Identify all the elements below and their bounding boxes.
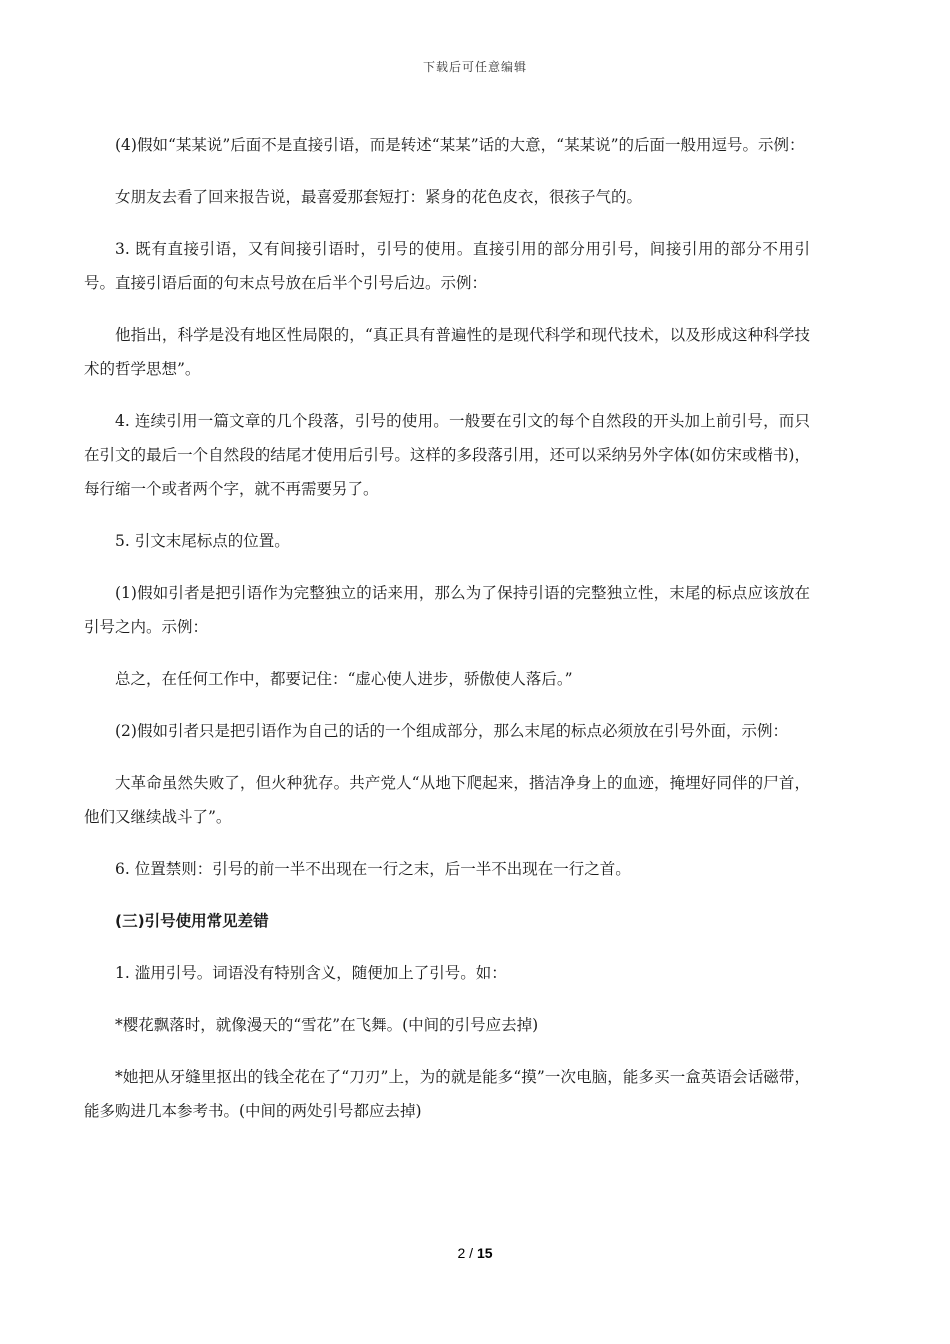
paragraph: 5. 引文末尾标点的位置。 <box>115 532 290 550</box>
paragraph: (4)假如“某某说”后面不是直接引语，而是转述“某某”话的大意，“某某说”的后面一般用逗号。示例： <box>115 136 805 154</box>
paragraph: (2)假如引者只是把引语作为自己的话的一个组成部分，那么末尾的标点必须放在引号外面，示例： <box>115 722 788 740</box>
document-body <box>84 128 810 1146</box>
page-separator: / <box>465 1245 477 1261</box>
page-number <box>0 1245 950 1261</box>
paragraph: 他指出，科学是没有地区性局限的，“真正具有普遍性的是现代科学和现代技术，以及形成这种科学技术的哲学思想”。 <box>84 326 810 378</box>
paragraph: *她把从牙缝里抠出的钱全花在了“刀刃”上，为的就是能多“摸”一次电脑，能多买一盒英语会话磁带，能多购进几本参考书。(中间的两处引号都应去掉) <box>84 1068 810 1120</box>
paragraph: (1)假如引者是把引语作为完整独立的话来用，那么为了保持引语的完整独立性，末尾的标点应该放在引号之内。示例： <box>84 584 810 636</box>
paragraph: 女朋友去看了回来报告说，最喜爱那套短打：紧身的花色皮衣，很孩子气的。 <box>115 188 643 206</box>
current-page: 2 <box>457 1245 466 1261</box>
total-pages: 15 <box>476 1245 493 1261</box>
paragraph: 大革命虽然失败了，但火种犹存。共产党人“从地下爬起来，揩洁净身上的血迹，掩埋好同伴的尸首，他们又继续战斗了”。 <box>84 774 810 826</box>
paragraph: 6. 位置禁则：引号的前一半不出现在一行之末，后一半不出现在一行之首。 <box>115 860 631 878</box>
paragraph: 4. 连续引用一篇文章的几个段落，引号的使用。一般要在引文的每个自然段的开头加上前引号，而只在引文的最后一个自然段的结尾才使用后引号。这样的多段落引用，还可以采纳另外字体(如仿宋或楷书)，每行缩一个或者两个字，就不再需要另了。 <box>84 412 810 498</box>
paragraph: 3. 既有直接引语，又有间接引语时，引号的使用。直接引用的部分用引号，间接引用的部分不用引号。直接引语后面的句末点号放在后半个引号后边。示例： <box>84 240 810 292</box>
section-heading: (三)引号使用常见差错 <box>115 912 269 930</box>
paragraph: *樱花飘落时，就像漫天的“雪花”在飞舞。(中间的引号应去掉) <box>115 1016 539 1034</box>
paragraph: 1. 滥用引号。词语没有特别含义，随便加上了引号。如： <box>115 964 507 982</box>
page-header: 下载后可任意编辑 <box>422 60 527 74</box>
paragraph: 总之，在任何工作中，都要记住：“虚心使人进步，骄傲使人落后。” <box>115 670 573 688</box>
